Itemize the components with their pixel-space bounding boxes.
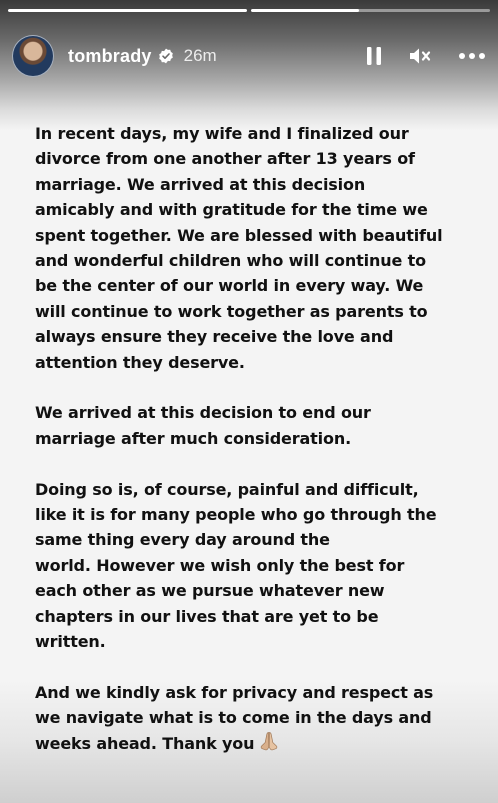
story-timestamp: 26m xyxy=(183,46,217,65)
username[interactable]: tombrady xyxy=(68,45,152,66)
avatar[interactable] xyxy=(12,35,54,77)
progress-fill xyxy=(8,9,247,12)
story-statement xyxy=(35,121,475,758)
more-options-icon[interactable] xyxy=(458,52,486,60)
story-header xyxy=(12,34,486,78)
story-controls xyxy=(366,46,486,66)
muted-speaker-icon[interactable] xyxy=(408,46,432,66)
progress-segment xyxy=(8,9,247,12)
folded-hands-emoji xyxy=(258,731,280,758)
pause-icon[interactable] xyxy=(366,46,382,66)
statement-paragraph: We arrived at this decision to end our marriage after much consideration. xyxy=(35,403,371,448)
statement-paragraph: In recent days, my wife and I finalized our divorce from one another after 13 years of marriage. We arrived at this decision amicably and with gratitude for the time we spent together. We are blessed with beautiful and wonderful children who will continue to be the center of our world in every way. We will continue to work together as parents to always ensure they receive the love and attention they deserve. xyxy=(35,124,443,372)
statement-paragraph: Doing so is, of course, painful and difficult, like it is for many people who go through the same thing every day around the world. However we wish only the best for each other as we pursue whatever new chapters in our lives that are yet to be written. xyxy=(35,479,437,652)
statement-last-text: And we kindly ask for privacy and respect as we navigate what is to come in the days and weeks ahead. Thank you xyxy=(35,682,434,753)
statement-paragraph xyxy=(35,680,475,758)
verified-badge-icon xyxy=(158,48,174,64)
progress-segment xyxy=(251,9,490,12)
story-progress xyxy=(8,9,490,12)
progress-fill xyxy=(251,9,359,12)
